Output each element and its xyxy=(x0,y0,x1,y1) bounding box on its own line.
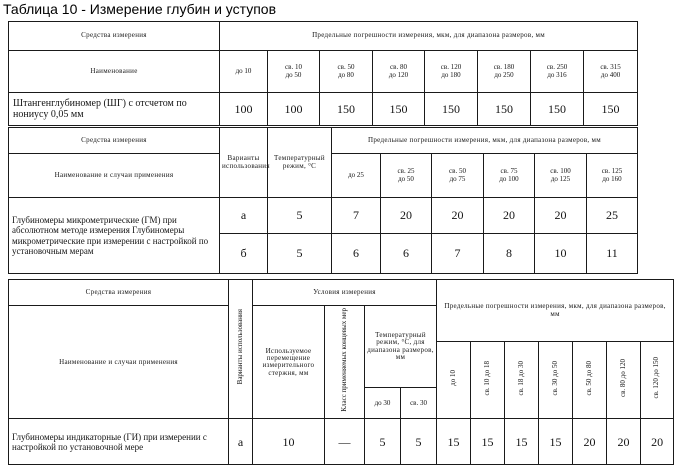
range-header: св. 315 до 400 xyxy=(584,51,638,93)
table-gi xyxy=(8,279,674,465)
range-header: св. 125 до 160 xyxy=(587,154,638,198)
temperature-cell: 5 xyxy=(365,419,401,465)
class-cell: — xyxy=(325,419,365,465)
means-header: Средства измерения xyxy=(9,128,220,154)
variants-header: Варианты использования xyxy=(220,128,268,198)
range-header: св. 25 до 50 xyxy=(381,154,432,198)
name-header: Наименование и случаи применения xyxy=(9,306,229,419)
value-cell: 20 xyxy=(432,198,484,234)
conditions-header: Условия измерения xyxy=(253,280,437,306)
value-cell: 8 xyxy=(484,234,535,274)
range-header: св. 50 до 80 xyxy=(320,51,373,93)
value-cell: 20 xyxy=(535,198,587,234)
value-cell: 150 xyxy=(478,93,531,126)
range-header: св. 50 до 80 xyxy=(573,342,607,419)
range-header: св. 80 до 120 xyxy=(373,51,425,93)
value-cell: 7 xyxy=(432,234,484,274)
value-cell: 20 xyxy=(573,419,607,465)
variants-header: Варианты использования xyxy=(229,280,253,419)
value-cell: 100 xyxy=(220,93,268,126)
name-header: Наименование xyxy=(9,51,220,93)
variant-cell: а xyxy=(229,419,253,465)
temperature-header: Температурный режим, °С xyxy=(268,128,332,198)
range-header: св. 10 до 18 xyxy=(471,342,505,419)
value-cell: 6 xyxy=(381,234,432,274)
value-cell: 11 xyxy=(587,234,638,274)
errors-header: Предельные погрешности измерения, мкм, для диапазона размеров, мм xyxy=(437,280,674,342)
errors-header: Предельные погрешности измерения, мкм, для диапазона размеров, мм xyxy=(220,22,638,51)
value-cell: 15 xyxy=(539,419,573,465)
value-cell: 20 xyxy=(641,419,674,465)
value-cell: 150 xyxy=(320,93,373,126)
temperature-header: Температурный режим, °С, для диапазона размеров, мм xyxy=(365,306,437,388)
value-cell: 150 xyxy=(584,93,638,126)
range-header: св. 75 до 100 xyxy=(484,154,535,198)
value-cell: 20 xyxy=(484,198,535,234)
value-cell: 100 xyxy=(268,93,320,126)
table-caption: Таблица 10 - Измерение глубин и уступов xyxy=(3,1,276,17)
value-cell: 150 xyxy=(531,93,584,126)
value-cell: 15 xyxy=(471,419,505,465)
table-shg xyxy=(8,21,638,126)
value-cell: 25 xyxy=(587,198,638,234)
range-header: св. 50 до 75 xyxy=(432,154,484,198)
temperature-cell: 5 xyxy=(268,234,332,274)
range-header: св. 18 до 30 xyxy=(505,342,539,419)
value-cell: 7 xyxy=(332,198,381,234)
range-header: св. 250 до 316 xyxy=(531,51,584,93)
errors-header: Предельные погрешности измерения, мкм, для диапазона размеров, мм xyxy=(332,128,638,154)
range-header: до 10 xyxy=(437,342,471,419)
range-header: св. 100 до 125 xyxy=(535,154,587,198)
value-cell: 20 xyxy=(381,198,432,234)
value-cell: 15 xyxy=(505,419,539,465)
temp-range-header: до 30 xyxy=(365,388,401,419)
table-gm xyxy=(8,127,638,274)
movement-header: Используемое перемещение измерительного стержня, мм xyxy=(253,306,325,419)
instrument-name: Глубиномеры микрометрические (ГМ) при абсолютном методе измерения Глубиномеры микрометрические при измерении с настройкой по установочным мерам xyxy=(9,198,220,274)
movement-cell: 10 xyxy=(253,419,325,465)
name-header: Наименование и случаи применения xyxy=(9,154,220,198)
means-header: Средства измерения xyxy=(9,22,220,51)
value-cell: 150 xyxy=(373,93,425,126)
range-header: св. 10 до 50 xyxy=(268,51,320,93)
range-header: св. 80 до 120 xyxy=(607,342,641,419)
value-cell: 6 xyxy=(332,234,381,274)
range-header: св. 120 до 180 xyxy=(425,51,478,93)
temp-range-header: св. 30 xyxy=(401,388,437,419)
variant-cell: а xyxy=(220,198,268,234)
range-header: св. 120 до 150 xyxy=(641,342,674,419)
value-cell: 150 xyxy=(425,93,478,126)
temperature-cell: 5 xyxy=(401,419,437,465)
range-header: до 25 xyxy=(332,154,381,198)
temperature-cell: 5 xyxy=(268,198,332,234)
means-header: Средства измерения xyxy=(9,280,229,306)
instrument-name: Штангенглубиномер (ШГ) с отсчетом по нониусу 0,05 мм xyxy=(9,93,220,126)
range-header: св. 30 до 50 xyxy=(539,342,573,419)
instrument-name: Глубиномеры индикаторные (ГИ) при измерении с настройкой по установочной мере xyxy=(9,419,229,465)
variant-cell: б xyxy=(220,234,268,274)
value-cell: 20 xyxy=(607,419,641,465)
range-header: до 10 xyxy=(220,51,268,93)
range-header: св. 180 до 250 xyxy=(478,51,531,93)
class-header: Класс применяемых концевых мер xyxy=(325,306,365,419)
value-cell: 10 xyxy=(535,234,587,274)
value-cell: 15 xyxy=(437,419,471,465)
